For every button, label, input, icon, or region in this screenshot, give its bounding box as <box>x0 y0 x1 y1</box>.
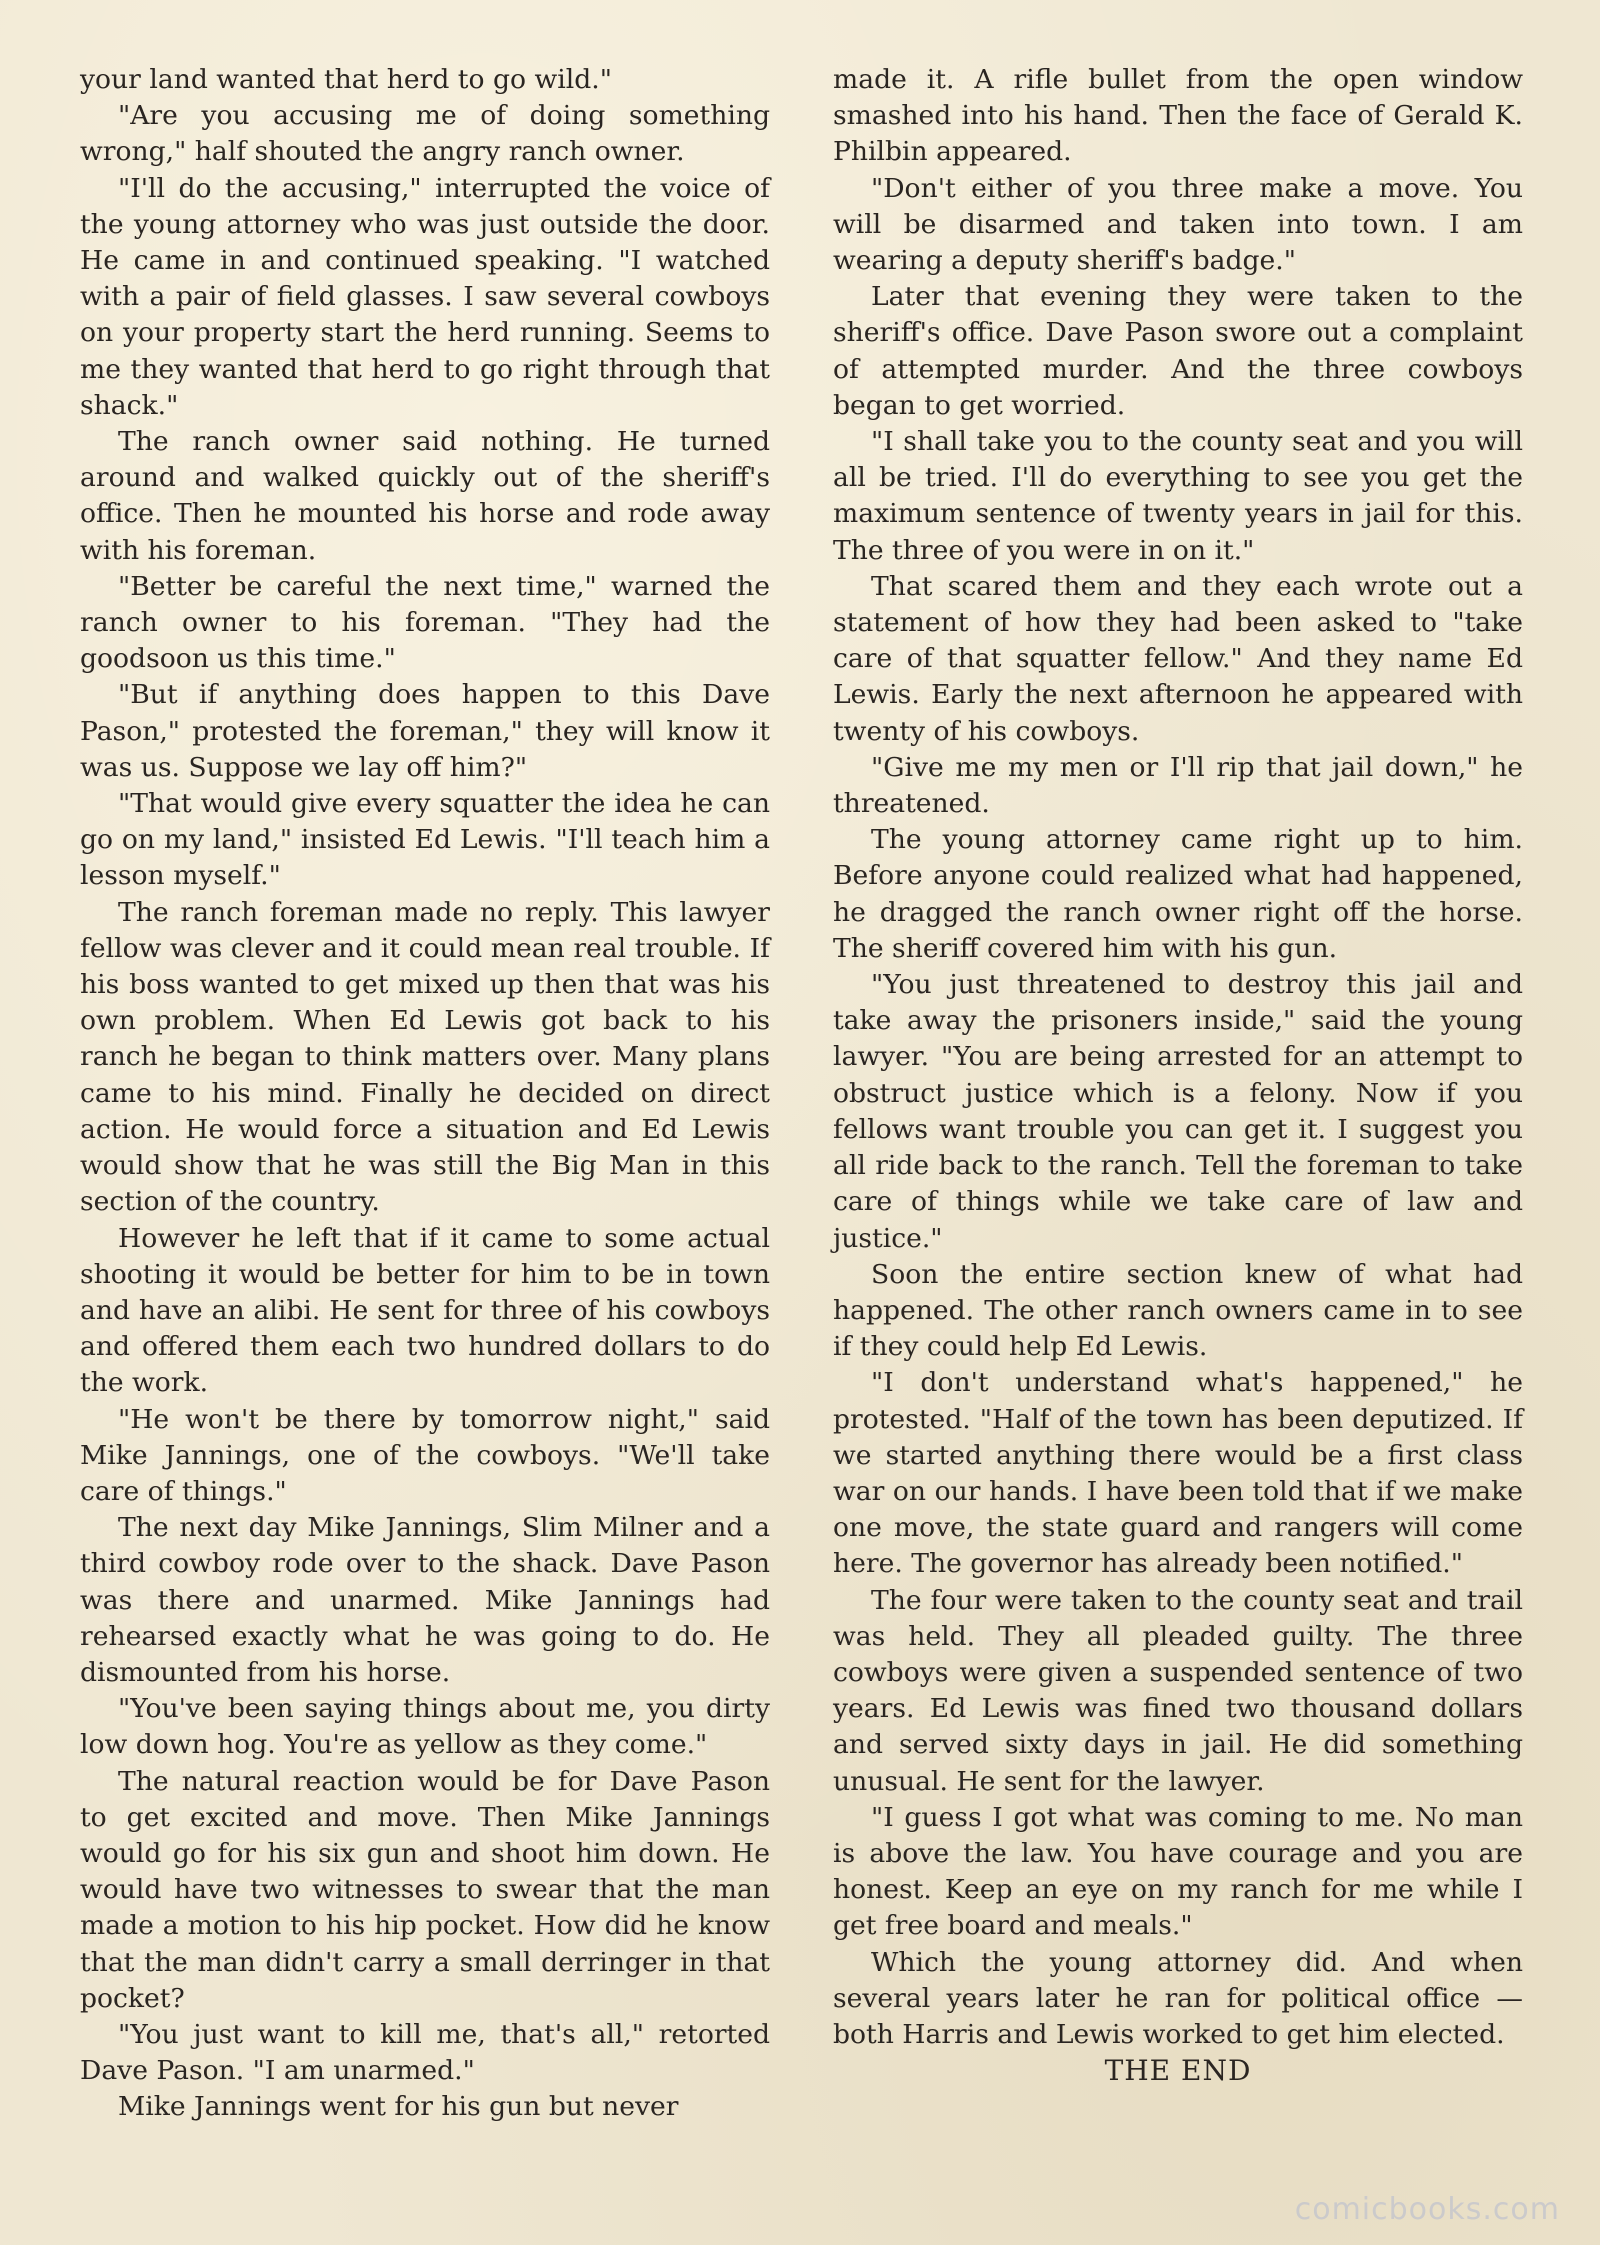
paragraph: The young attorney came right up to him. Before anyone could realized what had happened, he dragged the ranch owner right off the horse. The sheriff covered him with his gun. <box>833 824 1523 964</box>
paragraph: The ranch owner said nothing. He turned around and walked quickly out of the sheriff's office. Then he mounted his horse and rode away with his foreman. <box>80 426 770 566</box>
paragraph: Soon the entire section knew of what had happened. The other ranch owners came in to see if they could help Ed Lewis. <box>833 1258 1523 1363</box>
paragraph: The ranch foreman made no reply. This lawyer fellow was clever and it could mean real trouble. If his boss wanted to get mixed up then that was his own problem. When Ed Lewis got back to his ranch he began to think matters over. Many plans came to his mind. Finally he decided on direct action. He would force a situation and Ed Lewis would show that he was still the Big Man in this section of the country. <box>80 896 770 1218</box>
paragraph: "I guess I got what was coming to me. No man is above the law. You have courage and you are honest. Keep an eye on my ranch for me while I get free board and meals." <box>833 1801 1523 1942</box>
paragraph: "But if anything does happen to this Dave Pason," protested the foreman," they will know it was us. Suppose we lay off him?" <box>80 679 770 783</box>
paragraph: The natural reaction would be for Dave Pason to get excited and move. Then Mike Jannings would go for his six gun and shoot him down. He would have two witnesses to swear that the man made a motion to his hip pocket. How did he know that the man didn't carry a small derringer in that pocket? <box>80 1765 770 2014</box>
paragraph: "Give me my men or I'll rip that jail down," he threatened. <box>833 751 1523 820</box>
paragraph: "You just want to kill me, that's all," retorted Dave Pason. "I am unarmed." <box>80 2018 770 2087</box>
paragraph: "You've been saying things about me, you dirty low down hog. You're as yellow as they come." <box>80 1693 770 1761</box>
paragraph: However he left that if it came to some actual shooting it would be better for him to be in town and have an alibi. He sent for three of his cowboys and offered them each two hundred dollars to do the work. <box>80 1222 770 1399</box>
paragraph: Mike Jannings went for his gun but never <box>118 2091 679 2123</box>
paragraph: "That would give every squatter the idea he can go on my land," insisted Ed Lewis. "I'll teach him a lesson myself." <box>80 788 770 892</box>
left-column <box>80 62 770 2126</box>
paragraph: "Are you accusing me of doing something wrong," half shouted the angry ranch owner. <box>80 100 770 168</box>
paragraph: your land wanted that herd to go wild." <box>80 64 612 95</box>
paragraph: Later that evening they were taken to the sheriff's office. Dave Pason swore out a complaint of attempted murder. And the three cowboys began to get worried. <box>833 281 1523 421</box>
paragraph: Which the young attorney did. And when several years later he ran for political office — both Harris and Lewis worked to get him elected. <box>833 1946 1523 2050</box>
paragraph: made it. A rifle bullet from the open window smashed into his hand. Then the face of Gerald K. Philbin appeared. <box>833 64 1523 168</box>
right-column <box>833 62 1523 2089</box>
paragraph: That scared them and they each wrote out a statement of how they had been asked to "take care of that squatter fellow." And they name Ed Lewis. Early the next afternoon he appeared with twenty of his cowboys. <box>833 570 1523 747</box>
the-end-label: THE END <box>1104 2054 1252 2088</box>
paragraph: "Better be careful the next time," warned the ranch owner to his foreman. "They had the goodsoon us this time." <box>80 570 770 675</box>
paragraph: "You just threatened to destroy this jail and take away the prisoners inside," said the young lawyer. "You are being arrested for an attempt to obstruct justice which is a felony. Now if you fellows want trouble you can get it. I suggest you all ride back to the ranch. Tell the foreman to take care of things while we take care of law and justice." <box>833 969 1523 1254</box>
paragraph: The next day Mike Jannings, Slim Milner and a third cowboy rode over to the shack. Dave Pason was there and unarmed. Mike Jannings had rehearsed exactly what he was going to do. He dismounted from his horse. <box>80 1512 770 1688</box>
paragraph: "I don't understand what's happened," he protested. "Half of the town has been deputized. If we started anything there would be a first class war on our hands. I have been told that if we make one move, the state guard and rangers will come here. The governor has already been notified." <box>833 1367 1523 1580</box>
paragraph: The four were taken to the county seat and trail was held. They all pleaded guilty. The three cowboys were given a suspended sentence of two years. Ed Lewis was fined two thousand dollars and served sixty days in jail. He did something unusual. He sent for the lawyer. <box>833 1584 1523 1797</box>
paragraph: "Don't either of you three make a move. You will be disarmed and taken into town. I am wearing a deputy sheriff's badge." <box>833 172 1523 277</box>
paragraph: "He won't be there by tomorrow night," said Mike Jannings, one of the cowboys. "We'll take care of things." <box>80 1403 770 1507</box>
watermark: comicbooks.com <box>1294 2192 1560 2227</box>
paragraph: "I shall take you to the county seat and you will all be tried. I'll do everything to see you get the maximum sentence of twenty years in jail for this. The three of you were in on it." <box>833 426 1523 566</box>
paragraph: "I'll do the accusing," interrupted the voice of the young attorney who was just outside the door. He came in and continued speaking. "I watched with a pair of field glasses. I saw several cowboys on your property start the herd running. Seems to me they wanted that herd to go right through that shack." <box>80 172 770 421</box>
